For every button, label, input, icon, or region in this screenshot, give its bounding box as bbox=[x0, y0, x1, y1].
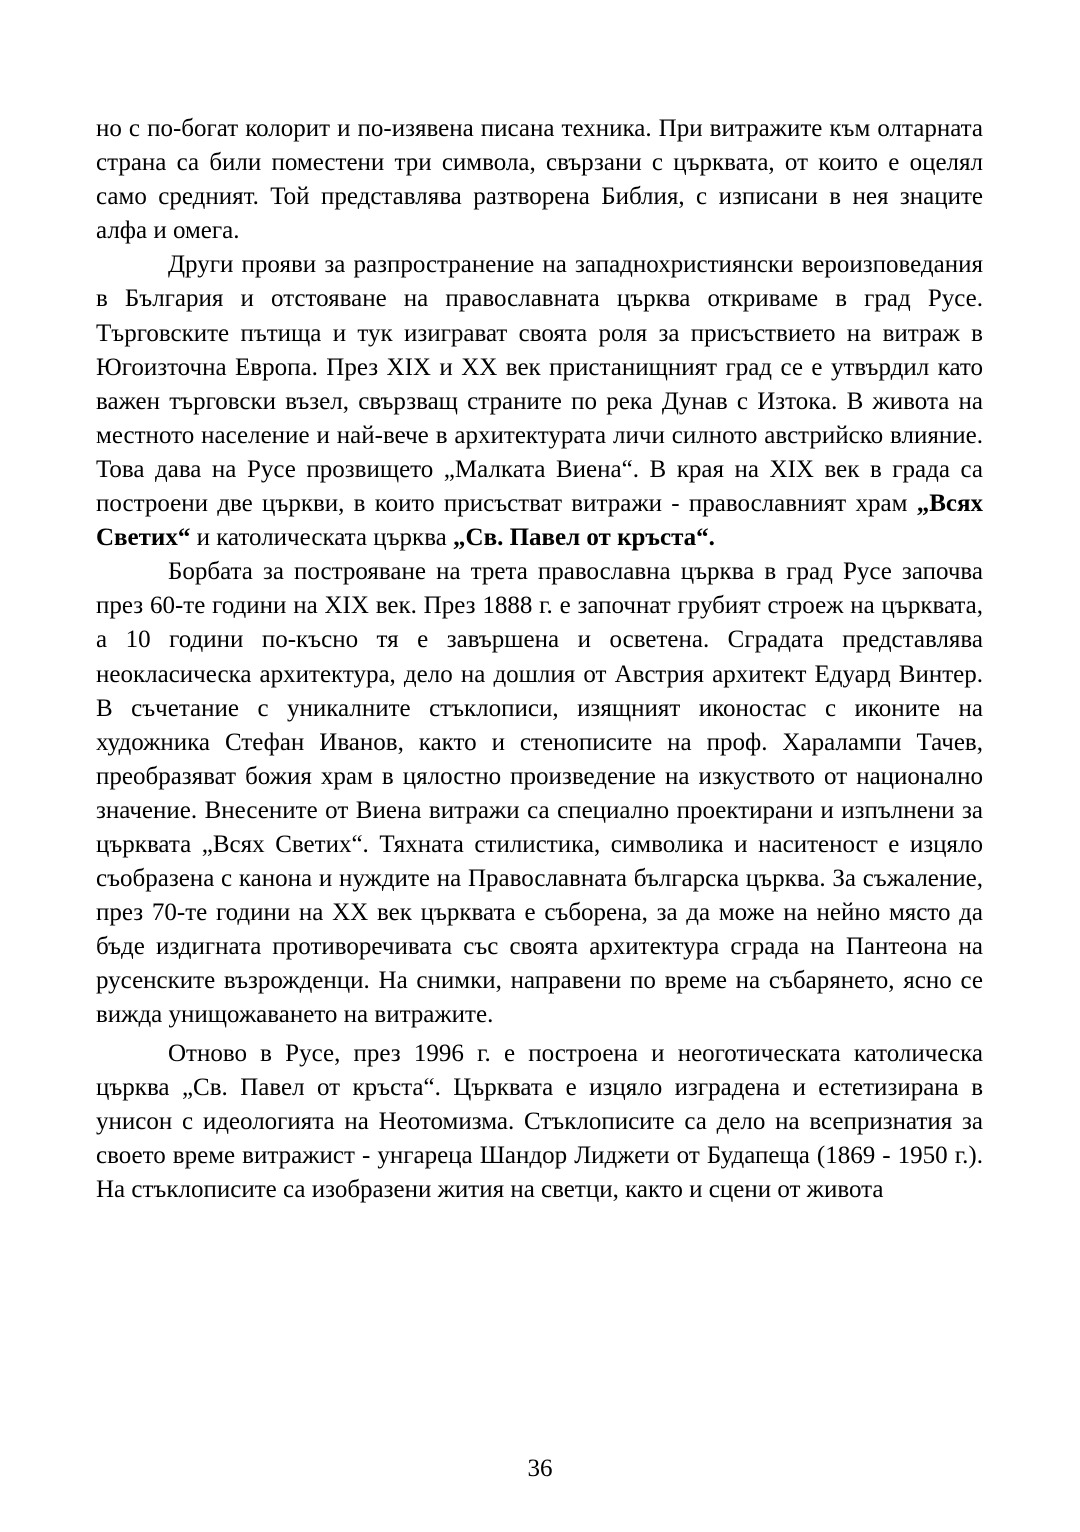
paragraph-2 bbox=[96, 248, 983, 555]
page-number: 36 bbox=[527, 1455, 553, 1482]
church-name-sv-pavel: „Св. Павел от кръста“. bbox=[453, 524, 715, 552]
church-name-vsyah-svetih: „Всях Светих“ bbox=[96, 490, 983, 552]
paragraph-3: Борбата за построяване на трета православна църква в град Русе започва през 60-те години на XIX век. През 1888 г. е започнат грубият строеж на църквата, а 10 години по-късно тя е завършена и осветена. Сградата представлява неокласическа архитектура, дело на дошлия от Австрия архитект Едуард Винтер. В съчетание с уникалните стъклописи, изящният иконостас с иконите на художника Стефан Иванов, както и стенописите на проф. Харалампи Тачев, преобразяват божия храм в цялостно произведение на изкуството от национално значение. Внесените от Виена витражи са специално проектирани и изпълнени за църквата „Всях Светих“. Тяхната стилистика, символика и наситеност е изцяло съобразена с канона и нуждите на Православната българска църква. За съжаление, през 70-те години на XX век църквата е съборена, за да може на нейно място да бъде издигната противоречивата със своята архитектура сграда на Пантеона на русенските възрожденци. На снимки, направени по време на събарянето, ясно се вижда унищожаването на витражите. bbox=[96, 558, 983, 1029]
paragraph-2-middle: и католическата църква bbox=[190, 524, 454, 552]
document-body bbox=[96, 112, 983, 1207]
paragraph-2-text: Други прояви за разпространение на западнохристиянски вероизповедания в България и отстояване на православната църква откриваме в град Русе. Търговските пътища и тук изиграват своята роля за присъствието на витраж в Югоизточна Европа. През XIX и XX век пристанищният град се е утвърдил като важен търговски възел, свързващ страните по река Дунав с Изтока. В живота на местното население и най-вече в архитектурата личи силното австрийско влияние. Това дава на Русе прозвището „Малката Виена“. В края на XIX век в града са построени две църкви, в които присъстват витражи - православният храм bbox=[96, 251, 983, 518]
paragraph-4: Отново в Русе, през 1996 г. е построена и неоготическата католическа църква „Св. Павел от кръста“. Църквата е изцяло изградена и естетизирана в унисон с идеологията на Неотомизма. Стъклописите са дело на всепризнатия за своето време витражист - унгареца Шандор Лиджети от Будапеща (1869 - 1950 г.). На стъклописите са изобразени жития на светци, както и сцени от живота bbox=[96, 1039, 983, 1203]
paragraph-1: но с по-богат колорит и по-изявена писана техника. При витражите към олтарната страна са били поместени три символа, свързани с църквата, от които е оцелял само средният. Той представлява разтворена Библия, с изписани в нея знаците алфа и омега. bbox=[96, 115, 983, 245]
